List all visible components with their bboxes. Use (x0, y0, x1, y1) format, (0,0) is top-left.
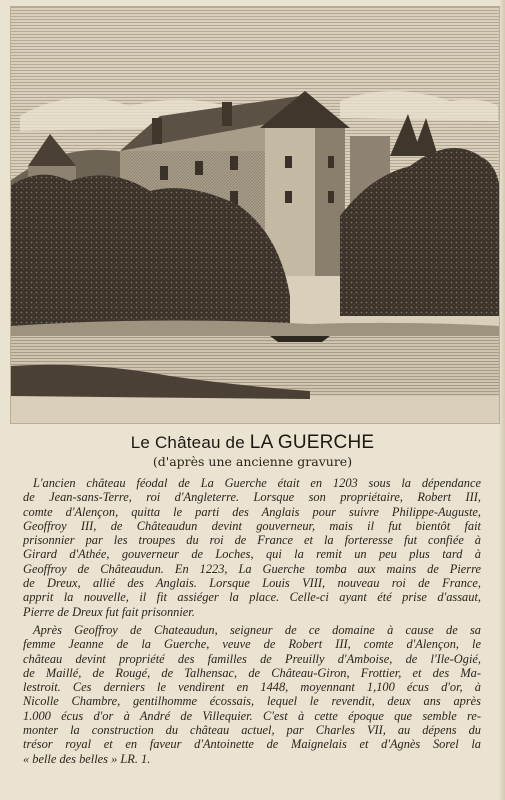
text-line: Geoffroy III, de Châteaudun devint gouverneur, mais il fut bientôt fait (23, 518, 481, 533)
chateau-engraving (10, 6, 500, 424)
page-title (0, 432, 505, 454)
text-line: « belle des belles » LR. 1. (23, 751, 151, 766)
text-line: monter la construction du château actuel, par Charles VII, au dépens du (23, 723, 481, 738)
text-line: Après Geoffroy de Chateaudun, seigneur de ce domaine à cause de sa (33, 622, 481, 637)
title-prefix: Le Château de (130, 433, 245, 452)
text-line: femme Jeanne de la Guerche, veuve de Robert III, comte d'Alençon, le (23, 637, 481, 652)
text-line: Pierre de Dreux fut fait prisonnier. (23, 604, 195, 619)
text-line: L'ancien château féodal de La Guerche était en 1203 sous la dépendance (33, 476, 481, 490)
text-line: lestroit. Ces derniers le vendirent en 1448, moyennant 1,100 écus d'or, à (23, 680, 481, 695)
text-line: trésor royal et en faveur d'Antoinette de Maignelais et d'Agnès Sorel la (23, 737, 481, 752)
page-subtitle: (d'après une ancienne gravure) (152, 454, 353, 469)
text-line: 1.000 écus d'or à André de Villequier. C'est à cette époque que semble re- (23, 708, 481, 723)
paragraph-2 (23, 623, 481, 766)
text-line: comte d'Alençon, quitta le parti des Anglais pour suivre Philippe-Auguste, (23, 504, 481, 519)
history-text (23, 476, 481, 766)
paragraph-1 (23, 476, 481, 619)
text-line: Geoffroy de Châteaudun. En 1223, La Guerche tomba aux mains de Pierre (23, 561, 481, 576)
text-line: apprit la nouvelle, il fit assiéger la place. Celle-ci ayant été prise d'assaut, (23, 590, 481, 605)
title-name: LA GUERCHE (249, 432, 375, 453)
text-line: de Jean-sans-Terre, roi d'Angleterre. Lorsque son propriétaire, Robert III, (23, 490, 481, 505)
text-line: de Maillé, de Rougé, de Talhensac, de Château-Giron, Frottier, et des Ma- (23, 665, 481, 680)
text-line: prisonnier par les troupes du roi de France et la forteresse fut confiée à (23, 533, 481, 548)
text-line: de Dreux, allié des Anglais. Lorsque Louis VIII, nouveau roi de France, (23, 576, 481, 591)
text-line: château devint propriété des familles de Preuilly d'Amboise, de l'Ile-Ogié, (23, 651, 481, 666)
text-line: Girard d'Athée, gouverneur de Loches, qui la remit un peu plus tard à (23, 547, 481, 562)
text-line: Nicolle Chambre, gentilhomme écossais, lequel le revendit, deux ans après (23, 694, 481, 709)
